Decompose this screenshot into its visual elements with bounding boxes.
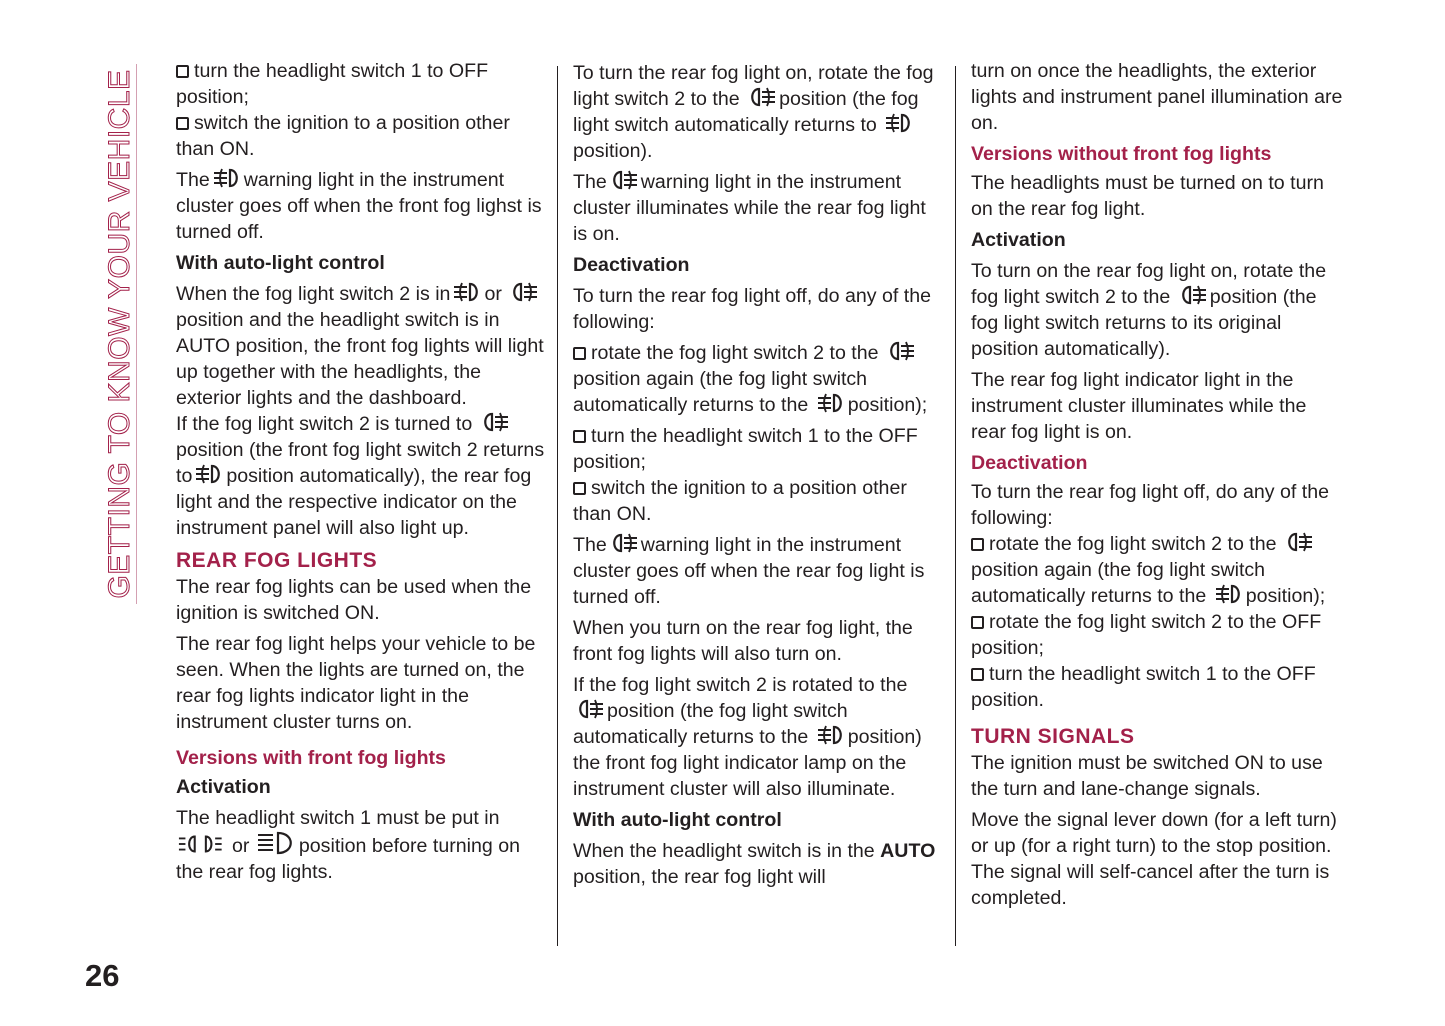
list-item: turn the headlight switch 1 to the OFF position. [971,663,1316,711]
bullet-square-icon [971,616,984,629]
rear-fog-light-icon [609,169,639,191]
bullet-square-icon [573,347,586,360]
column-separator [955,66,956,946]
list-item: turn the headlight switch 1 to OFF position; [176,60,489,108]
paragraph: The headlights must be turned on to turn on the rear fog light. [971,172,1324,220]
paragraph: When you turn on the rear fog light, the front fog lights will also turn on. [573,617,913,665]
bullet-square-icon [573,482,586,495]
side-title [100,64,140,604]
column-separator [557,66,558,946]
paragraph: The warning light in the instrument cluster goes off when the rear fog light is turned off. [573,534,925,608]
paragraph: The warning light in the instrument cluster illuminates while the rear fog light is on. [573,171,926,245]
colored-subheading: Versions with front fog lights [176,747,446,769]
subheading: With auto-light control [573,809,782,831]
list-item: switch the ignition to a position other than ON. [176,112,510,160]
paragraph: When the headlight switch is in the AUTO position, the rear fog light will [573,840,936,888]
front-fog-light-icon [884,112,914,134]
bullet-square-icon [573,430,586,443]
paragraph: To turn on the rear fog light on, rotate the fog light switch 2 to the position (the fog light switch returns to its original position automatically). [971,260,1327,360]
column-3 [971,58,1343,916]
front-fog-light-icon [816,392,846,414]
paragraph: The ignition must be switched ON to use the turn and lane-change signals. [971,752,1323,800]
rear-fog-light-icon [747,86,777,108]
subheading: With auto-light control [176,252,385,274]
subheading: Deactivation [573,254,690,276]
front-fog-light-icon [212,167,242,189]
column-1 [176,58,548,890]
rear-fog-light-icon [575,698,605,720]
paragraph: When the fog light switch 2 is in or position and the headlight switch is in AUTO position, the front fog lights will light up together with the headlights, the exterior lights and the dashboard. [176,283,544,409]
bullet-square-icon [971,538,984,551]
list-item: turn the headlight switch 1 to the OFF position; [573,425,918,473]
page-number: 26 [85,958,120,993]
paragraph: The rear fog lights can be used when the ignition is switched ON. [176,576,532,624]
side-rule [136,64,137,604]
front-fog-light-icon [452,281,482,303]
paragraph: The headlight switch 1 must be put in or position before turning on the rear fog lights. [176,807,521,883]
paragraph: If the fog light switch 2 is turned to position (the front fog light switch 2 returns to position automatically), the rear fog light and the respective indicator on the instrument panel will also light up. [176,413,545,539]
rear-fog-light-icon [509,281,539,303]
paragraph: To turn the rear fog light on, rotate the fog light switch 2 to the position (the fog light switch automatically returns to position). [573,62,934,162]
front-fog-light-icon [194,463,224,485]
list-item: rotate the fog light switch 2 to the OFF position; [971,611,1322,659]
paragraph: To turn the rear fog light off, do any of the following: [573,285,931,333]
subheading: Activation [971,229,1066,251]
bullet-square-icon [176,65,189,78]
paragraph: turn on once the headlights, the exterior lights and instrument panel illumination are on. [971,60,1343,134]
section-heading: REAR FOG LIGHTS [176,549,378,572]
paragraph: Move the signal lever down (for a left turn) or up (for a right turn) to the stop position. The signal will self-cancel after the turn is completed. [971,809,1337,909]
bullet-square-icon [176,117,189,130]
list-item: rotate the fog light switch 2 to the position again (the fog light switch automatically returns to the position); [971,533,1326,607]
side-title-text: GETTING TO KNOW YOUR VEHICLE [103,69,136,599]
list-item: rotate the fog light switch 2 to the position again (the fog light switch automatically returns to the position); [573,342,928,416]
column-2 [573,60,945,895]
rear-fog-light-icon [480,411,510,433]
bullet-square-icon [971,668,984,681]
subheading: Activation [176,776,271,798]
paragraph: The rear fog light helps your vehicle to be seen. When the lights are turned on, the rear fog lights indicator light in the instrument cluster turns on. [176,633,536,733]
rear-fog-light-icon [1178,284,1208,306]
rear-fog-light-icon [1284,531,1314,553]
paragraph: To turn the rear fog light off, do any of the following: [971,481,1329,529]
paragraph: If the fog light switch 2 is rotated to the position (the fog light switch automatically returns to the position) the front fog light indicator lamp on the instrument cluster will also illuminate. [573,674,922,800]
colored-subheading: Versions without front fog lights [971,143,1272,165]
paragraph: The rear fog light indicator light in the instrument cluster illuminates while the rear fog light is on. [971,369,1307,443]
colored-subheading: Deactivation [971,452,1088,474]
rear-fog-light-icon [609,532,639,554]
dipped-beam-icon [257,831,297,855]
rear-fog-light-icon [886,340,916,362]
paragraph: The warning light in the instrument cluster goes off when the front fog lighst is turned off. [176,169,542,243]
front-fog-light-icon [1214,583,1244,605]
front-fog-light-icon [816,724,846,746]
list-item: switch the ignition to a position other than ON. [573,477,907,525]
section-heading: TURN SIGNALS [971,725,1135,748]
side-lights-icon [178,833,230,855]
